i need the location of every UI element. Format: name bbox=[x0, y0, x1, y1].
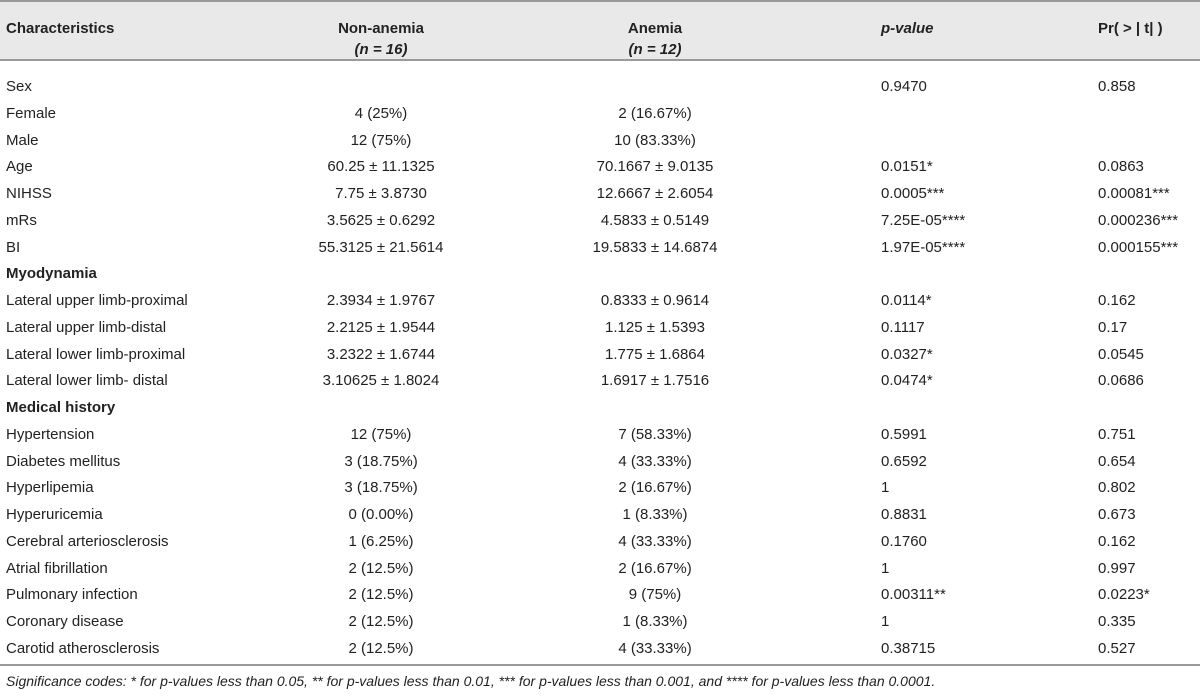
cell-non-anemia: 3.2322 ± 1.6744 bbox=[326, 345, 436, 363]
cell-non-anemia: 2 (12.5%) bbox=[348, 613, 414, 630]
cell-pr-t: 0.0545 bbox=[1098, 345, 1144, 363]
cell-p-value: 1.97E-05**** bbox=[881, 238, 966, 256]
cell-p-value: 1 bbox=[881, 559, 890, 577]
cell-pr-t: 0.858 bbox=[1098, 78, 1136, 95]
table-row bbox=[0, 422, 1200, 449]
cell-characteristic: Lateral lower limb- distal bbox=[6, 372, 168, 390]
cell-p-value: 1 bbox=[881, 613, 890, 630]
cell-characteristic: NIHSS bbox=[6, 185, 52, 202]
cell-p-value: 0.00311** bbox=[881, 586, 946, 604]
header-non-anemia bbox=[300, 18, 462, 60]
table-row bbox=[0, 582, 1200, 609]
cell-characteristic: Myodynamia bbox=[6, 265, 97, 283]
table-row bbox=[0, 101, 1200, 128]
cell-p-value: 7.25E-05**** bbox=[881, 211, 966, 229]
table-row bbox=[0, 288, 1200, 315]
cell-pr-t: 0.673 bbox=[1098, 506, 1136, 523]
cell-p-value: 0.9470 bbox=[881, 78, 927, 95]
cell-p-value: 0.6592 bbox=[881, 452, 927, 470]
table-row bbox=[0, 154, 1200, 181]
cell-anemia: 2 (16.67%) bbox=[618, 559, 692, 577]
cell-pr-t: 0.000236*** bbox=[1098, 211, 1179, 229]
cell-anemia: 1.775 ± 1.6864 bbox=[605, 345, 705, 363]
cell-anemia: 1.125 ± 1.5393 bbox=[605, 318, 705, 336]
cell-non-anemia: 7.75 ± 3.8730 bbox=[335, 185, 427, 202]
header-characteristics: Characteristics bbox=[6, 20, 115, 37]
cell-anemia: 4 (33.33%) bbox=[618, 532, 692, 550]
cell-non-anemia: 2 (12.5%) bbox=[348, 559, 414, 577]
table-row bbox=[0, 181, 1200, 208]
cell-p-value: 0.5991 bbox=[881, 425, 927, 443]
cell-anemia: 10 (83.33%) bbox=[614, 131, 696, 149]
header-p-value: p-value bbox=[881, 20, 934, 37]
cell-characteristic: Lateral upper limb-distal bbox=[6, 318, 167, 336]
cell-non-anemia: 0 (0.00%) bbox=[348, 506, 414, 523]
cell-anemia: 1 (8.33%) bbox=[622, 506, 688, 523]
header-anemia-n: (n = 12) bbox=[628, 41, 682, 58]
cell-characteristic: Female bbox=[6, 104, 57, 122]
cell-p-value: 0.1760 bbox=[881, 532, 927, 550]
header-non-anemia-label: Non-anemia bbox=[338, 20, 424, 37]
cell-pr-t: 0.335 bbox=[1098, 613, 1136, 630]
header-anemia bbox=[574, 18, 736, 60]
cell-pr-t: 0.527 bbox=[1098, 639, 1136, 657]
cell-p-value: 0.0114* bbox=[881, 292, 932, 309]
cell-non-anemia: 2 (12.5%) bbox=[348, 639, 414, 657]
table-row bbox=[0, 449, 1200, 476]
cell-p-value: 0.0474* bbox=[881, 372, 933, 390]
table-row bbox=[0, 636, 1200, 663]
cell-non-anemia: 3 (18.75%) bbox=[344, 479, 418, 497]
cell-characteristic: Atrial fibrillation bbox=[6, 559, 108, 577]
cell-anemia: 2 (16.67%) bbox=[618, 104, 692, 122]
cell-characteristic: Male bbox=[6, 131, 39, 149]
cell-characteristic: Hyperlipemia bbox=[6, 479, 94, 497]
cell-non-anemia: 2.3934 ± 1.9767 bbox=[326, 292, 436, 309]
cell-anemia: 1.6917 ± 1.7516 bbox=[600, 372, 710, 390]
cell-pr-t: 0.0863 bbox=[1098, 158, 1144, 176]
cell-characteristic: Lateral lower limb-proximal bbox=[6, 345, 186, 363]
cell-pr-t: 0.997 bbox=[1098, 559, 1136, 577]
cell-non-anemia: 3.5625 ± 0.6292 bbox=[326, 211, 436, 229]
cell-anemia: 12.6667 ± 2.6054 bbox=[596, 185, 714, 202]
table-row bbox=[0, 342, 1200, 369]
table-body bbox=[0, 74, 1200, 663]
table-header bbox=[0, 0, 1200, 61]
cell-anemia: 4 (33.33%) bbox=[618, 639, 692, 657]
cell-pr-t: 0.0686 bbox=[1098, 372, 1144, 390]
cell-characteristic: Coronary disease bbox=[6, 613, 124, 630]
table-row bbox=[0, 315, 1200, 342]
table-row bbox=[0, 609, 1200, 636]
cell-p-value: 0.0005*** bbox=[881, 185, 945, 202]
cell-anemia: 19.5833 ± 14.6874 bbox=[592, 238, 718, 256]
cell-p-value: 0.0327* bbox=[881, 345, 933, 363]
table-bottom-rule bbox=[0, 664, 1200, 666]
cell-p-value: 0.1117 bbox=[881, 318, 925, 336]
cell-p-value: 0.38715 bbox=[881, 639, 936, 657]
cell-anemia: 4 (33.33%) bbox=[618, 452, 692, 470]
cell-pr-t: 0.0223* bbox=[1098, 586, 1150, 604]
cell-p-value: 1 bbox=[881, 479, 890, 497]
header-non-anemia-n: (n = 16) bbox=[354, 41, 408, 58]
table-row bbox=[0, 128, 1200, 155]
table-row bbox=[0, 368, 1200, 395]
cell-non-anemia: 1 (6.25%) bbox=[348, 532, 414, 550]
cell-non-anemia: 55.3125 ± 21.5614 bbox=[318, 238, 444, 256]
table-row bbox=[0, 502, 1200, 529]
cell-non-anemia: 4 (25%) bbox=[354, 104, 408, 122]
cell-characteristic: Diabetes mellitus bbox=[6, 452, 121, 470]
cell-characteristic: Sex bbox=[6, 78, 32, 95]
cell-non-anemia: 2 (12.5%) bbox=[348, 586, 414, 604]
cell-pr-t: 0.751 bbox=[1098, 425, 1136, 443]
cell-characteristic: Cerebral arteriosclerosis bbox=[6, 532, 169, 550]
cell-p-value: 0.0151* bbox=[881, 158, 933, 176]
cell-non-anemia: 2.2125 ± 1.9544 bbox=[326, 318, 436, 336]
section-header-row bbox=[0, 395, 1200, 422]
cell-non-anemia: 3 (18.75%) bbox=[344, 452, 418, 470]
cell-pr-t: 0.162 bbox=[1098, 532, 1136, 550]
cell-pr-t: 0.00081*** bbox=[1098, 185, 1170, 202]
cell-characteristic: Hyperuricemia bbox=[6, 506, 103, 523]
table-row bbox=[0, 208, 1200, 235]
cell-pr-t: 0.000155*** bbox=[1098, 238, 1179, 256]
cell-characteristic: Carotid atherosclerosis bbox=[6, 639, 160, 657]
section-header-row bbox=[0, 261, 1200, 288]
cell-characteristic: Age bbox=[6, 158, 33, 176]
cell-characteristic: Medical history bbox=[6, 399, 116, 416]
table-row bbox=[0, 74, 1200, 101]
cell-pr-t: 0.17 bbox=[1098, 318, 1128, 336]
table-footnote: Significance codes: * for p-values less than 0.05, ** for p-values less than 0.01, *** for p-values less than 0.001, and **** for p-values less than 0.0001. bbox=[6, 673, 936, 689]
cell-non-anemia: 60.25 ± 11.1325 bbox=[327, 158, 435, 176]
cell-pr-t: 0.654 bbox=[1098, 452, 1136, 470]
table-row bbox=[0, 475, 1200, 502]
cell-p-value: 0.8831 bbox=[881, 506, 927, 523]
cell-characteristic: Pulmonary infection bbox=[6, 586, 138, 604]
cell-pr-t: 0.802 bbox=[1098, 479, 1136, 497]
cell-anemia: 9 (75%) bbox=[628, 586, 682, 604]
cell-anemia: 0.8333 ± 0.9614 bbox=[600, 292, 710, 309]
cell-pr-t: 0.162 bbox=[1098, 292, 1136, 309]
cell-anemia: 70.1667 ± 9.0135 bbox=[596, 158, 714, 176]
cell-non-anemia: 12 (75%) bbox=[350, 131, 412, 149]
table-row bbox=[0, 529, 1200, 556]
header-anemia-label: Anemia bbox=[627, 20, 683, 37]
cell-anemia: 1 (8.33%) bbox=[622, 613, 688, 630]
cell-anemia: 2 (16.67%) bbox=[618, 479, 692, 497]
cell-non-anemia: 12 (75%) bbox=[350, 425, 412, 443]
header-pr-t: Pr( > | t| ) bbox=[1098, 20, 1163, 37]
table-row bbox=[0, 556, 1200, 583]
cell-characteristic: mRs bbox=[6, 211, 37, 229]
table-row bbox=[0, 235, 1200, 262]
cell-anemia: 7 (58.33%) bbox=[618, 425, 692, 443]
cell-characteristic: Lateral upper limb-proximal bbox=[6, 292, 188, 309]
cell-non-anemia: 3.10625 ± 1.8024 bbox=[322, 372, 440, 390]
cell-characteristic: BI bbox=[6, 238, 21, 256]
cell-anemia: 4.5833 ± 0.5149 bbox=[600, 211, 710, 229]
cell-characteristic: Hypertension bbox=[6, 425, 95, 443]
